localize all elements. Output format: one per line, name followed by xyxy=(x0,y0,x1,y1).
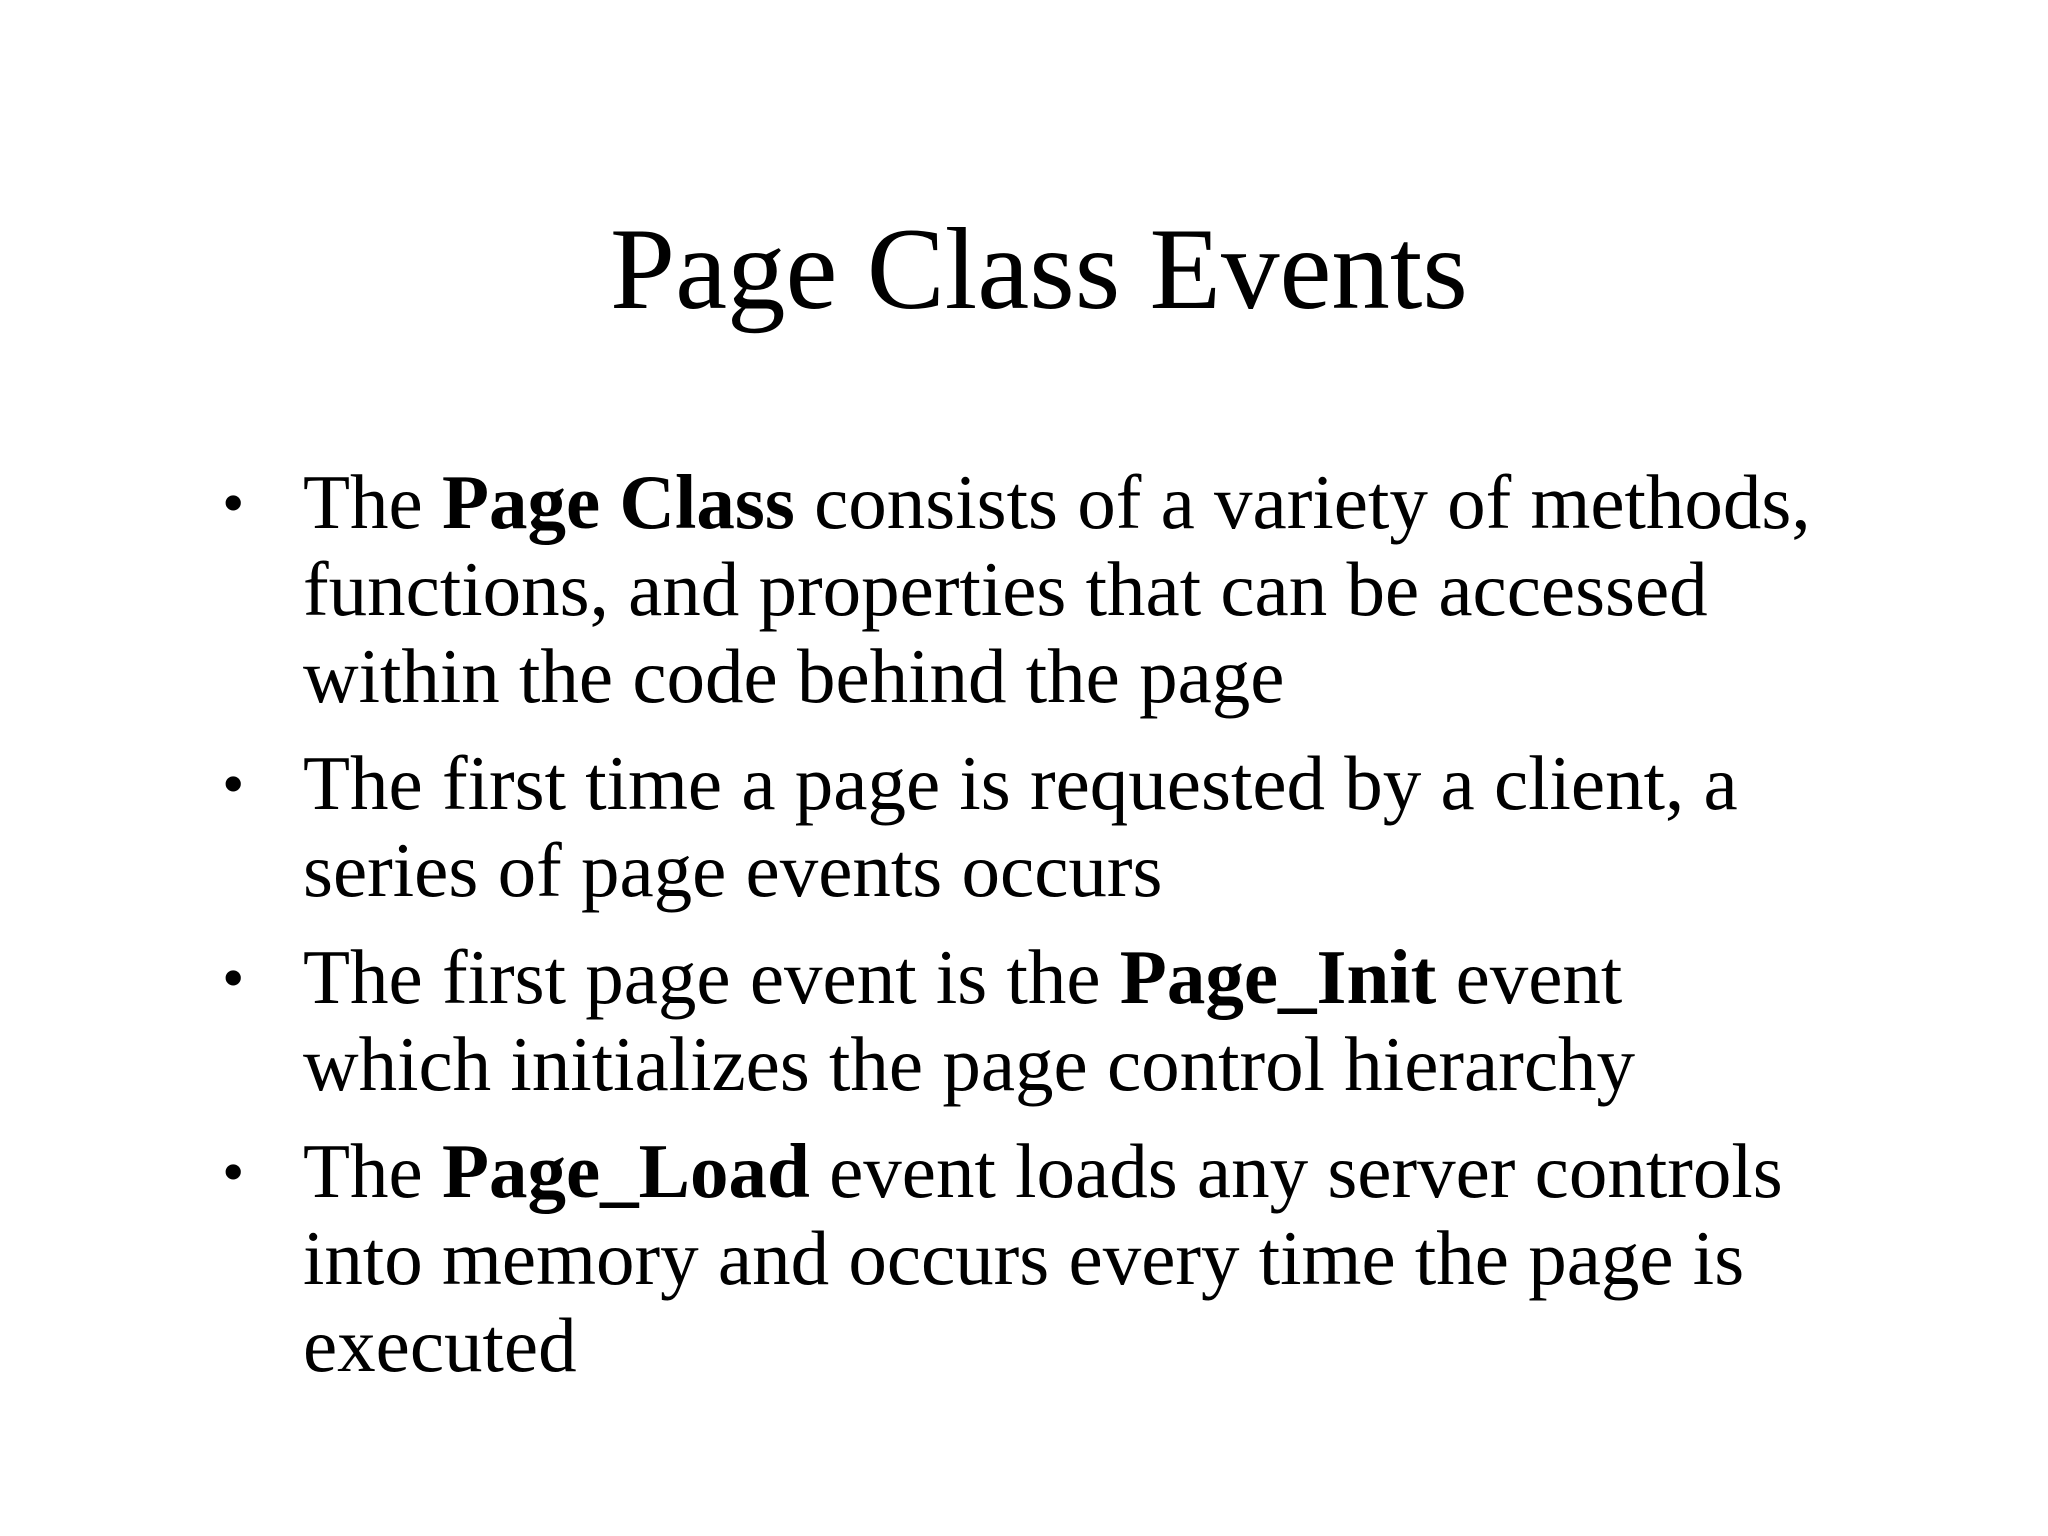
bullet-list xyxy=(0,459,2048,1409)
bullet-dot-icon: • xyxy=(222,942,245,1013)
bullet-1-line-1 xyxy=(303,459,1948,546)
bullet-1-term-page-class: Page Class xyxy=(441,459,795,545)
bullet-3-line-1 xyxy=(303,934,1948,1021)
bullet-item-3 xyxy=(0,934,2048,1108)
bullet-4-line-1-pre: The xyxy=(303,1128,442,1214)
slide-title: Page Class Events xyxy=(610,205,1468,334)
bullet-2-line-2: series of page events occurs xyxy=(303,827,1163,913)
bullet-4-term-page-load: Page_Load xyxy=(441,1128,810,1214)
bullet-dot-icon: • xyxy=(222,467,245,538)
bullet-2-line-1: The first time a page is requested by a client, a xyxy=(303,740,1738,826)
bullet-dot-icon: • xyxy=(222,1136,245,1207)
bullet-1-line-1-post: consists of a variety of methods, xyxy=(794,459,1811,545)
bullet-4-line-2: into memory and occurs every time the page is xyxy=(303,1215,1745,1301)
bullet-3-line-1-pre: The first page event is the xyxy=(303,934,1120,1020)
bullet-1-line-3: within the code behind the page xyxy=(303,633,1285,719)
bullet-item-1 xyxy=(0,459,2048,720)
bullet-item-4 xyxy=(0,1128,2048,1389)
bullet-item-2 xyxy=(0,740,2048,914)
bullet-dot-icon: • xyxy=(222,748,245,819)
bullet-1-line-2: functions, and properties that can be accessed xyxy=(303,546,1708,632)
bullet-4-line-1-post: event loads any server controls xyxy=(809,1128,1783,1214)
bullet-3-line-2: which initializes the page control hierarchy xyxy=(303,1021,1636,1107)
bullet-4-line-1 xyxy=(303,1128,1948,1215)
bullet-3-term-page-init: Page_Init xyxy=(1119,934,1437,1020)
bullet-3-line-1-post: event xyxy=(1436,934,1623,1020)
bullet-1-line-1-pre: The xyxy=(303,459,442,545)
bullet-4-line-3: executed xyxy=(303,1302,577,1388)
